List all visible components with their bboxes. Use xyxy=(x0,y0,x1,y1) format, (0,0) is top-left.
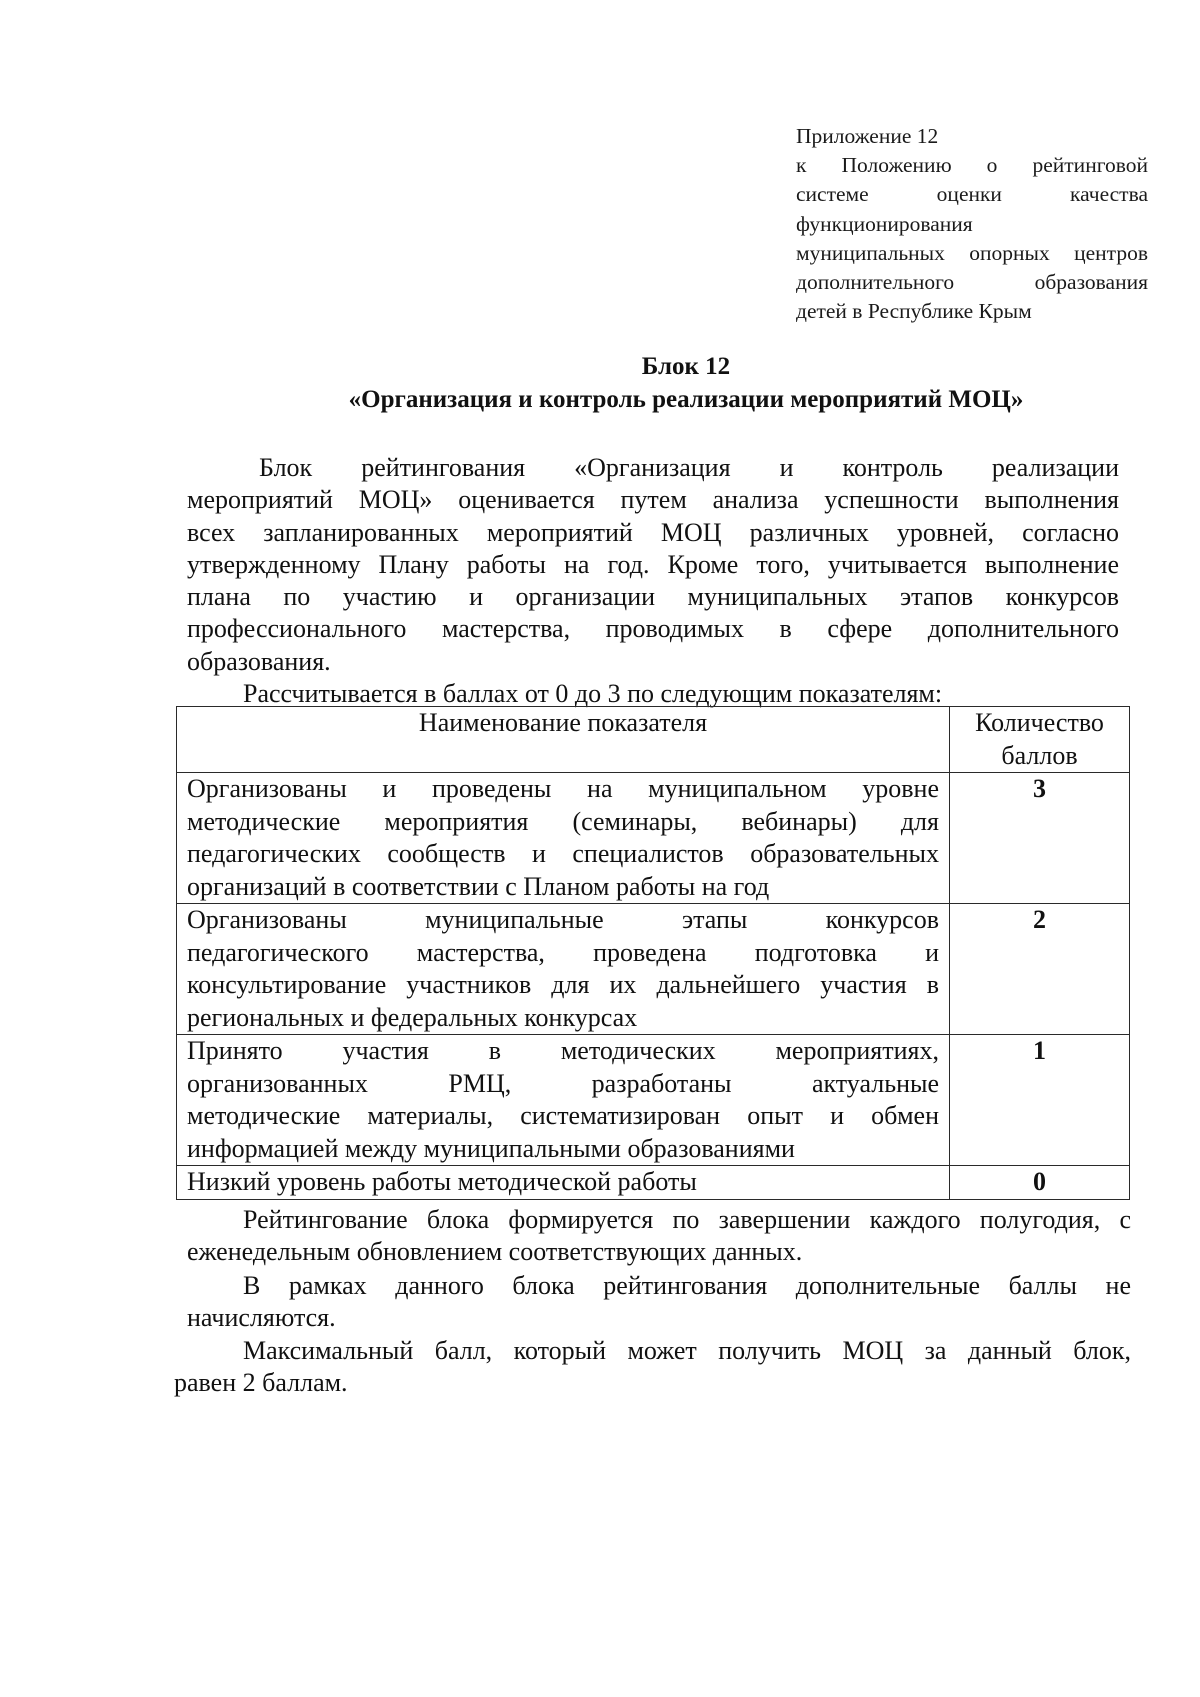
indicator-name xyxy=(177,1035,950,1166)
score-value: 1 xyxy=(950,1035,1130,1166)
cell-line: Низкий уровень работы методической работы xyxy=(187,1167,697,1196)
appendix-line: детей в Республике Крым xyxy=(796,299,1032,324)
appendix-line: дополнительного образования xyxy=(796,270,1148,295)
cell-line: организованных РМЦ, разработаны актуальные xyxy=(187,1068,939,1098)
header-indicator-name: Наименование показателя xyxy=(177,707,950,773)
table-row xyxy=(177,904,1130,1035)
closing-paragraph-3 xyxy=(174,1335,1131,1400)
text-line: начисляются. xyxy=(187,1303,336,1333)
cell-line: информацией между муниципальными образованиями xyxy=(187,1133,795,1163)
text-line: утвержденному Плану работы на год. Кроме того, учитывается выполнение xyxy=(187,549,1119,579)
cell-line: педагогических сообществ и специалистов образовательных xyxy=(187,839,939,868)
cell-line: Организованы муниципальные этапы конкурсов xyxy=(187,905,939,934)
header-score xyxy=(950,707,1130,773)
text-line: Рейтингование блока формируется по завершении каждого полугодия, с xyxy=(243,1205,1131,1234)
cell-line: методические материалы, систематизирован опыт и обмен xyxy=(187,1101,939,1130)
text-line: Максимальный балл, который может получить МОЦ за данный блок, xyxy=(243,1336,1131,1365)
cell-line: педагогического мастерства, проведена подготовка и xyxy=(187,937,939,967)
text-line: Блок рейтингования «Организация и контроль реализации xyxy=(259,453,1119,482)
cell-line: Принято участия в методических мероприятиях, xyxy=(187,1036,939,1065)
table-row xyxy=(177,1035,1130,1166)
indicator-name xyxy=(177,773,950,904)
cell-line: организаций в соответствии с Планом работы на год xyxy=(187,871,770,901)
text-line: профессионального мастерства, проводимых в сфере дополнительного xyxy=(187,614,1119,644)
appendix-line: Приложение 12 xyxy=(796,124,939,148)
header-score-line: Количество xyxy=(975,708,1104,737)
table-row xyxy=(177,773,1130,904)
appendix-header xyxy=(796,122,1148,326)
appendix-line: функционирования xyxy=(796,211,973,236)
cell-line: консультирование участников для их дальнейшего участия в xyxy=(187,970,939,999)
cell-line: методические мероприятия (семинары, вебинары) для xyxy=(187,806,939,836)
text-line: всех запланированных мероприятий МОЦ различных уровней, согласно xyxy=(187,517,1119,547)
text-line: еженедельным обновлением соответствующих данных. xyxy=(187,1237,803,1267)
indicator-name xyxy=(177,904,950,1035)
block-subtitle: «Организация и контроль реализации мероприятий МОЦ» xyxy=(348,386,1024,413)
text-line: образования. xyxy=(187,646,331,676)
appendix-line: к Положению о рейтинговой xyxy=(796,153,1148,178)
text-line: плана по участию и организации муниципальных этапов конкурсов xyxy=(187,582,1119,612)
text-line: мероприятий МОЦ» оценивается путем анализа успешности выполнения xyxy=(187,485,1119,515)
appendix-line: муниципальных опорных центров xyxy=(796,240,1148,265)
block-title: Блок 12 xyxy=(641,353,731,380)
score-value: 3 xyxy=(950,773,1130,904)
table-header-row xyxy=(177,707,1130,773)
scale-line: Рассчитывается в баллах от 0 до 3 по следующим показателям: xyxy=(243,679,943,709)
closing-paragraph-2 xyxy=(187,1270,1131,1335)
appendix-line: системе оценки качества xyxy=(796,182,1148,207)
score-value: 2 xyxy=(950,904,1130,1035)
closing-paragraph-1 xyxy=(187,1204,1131,1269)
intro-paragraph xyxy=(187,452,1119,710)
text-line: равен 2 баллам. xyxy=(174,1368,348,1398)
header-score-line: баллов xyxy=(1001,740,1078,770)
cell-line: региональных и федеральных конкурсах xyxy=(187,1002,638,1032)
indicator-name xyxy=(177,1166,950,1200)
table-row xyxy=(177,1166,1130,1200)
score-value: 0 xyxy=(950,1166,1130,1200)
indicators-table xyxy=(176,706,1130,1200)
cell-line: Организованы и проведены на муниципальном уровне xyxy=(187,774,939,803)
text-line: В рамках данного блока рейтингования дополнительные баллы не xyxy=(243,1271,1131,1300)
